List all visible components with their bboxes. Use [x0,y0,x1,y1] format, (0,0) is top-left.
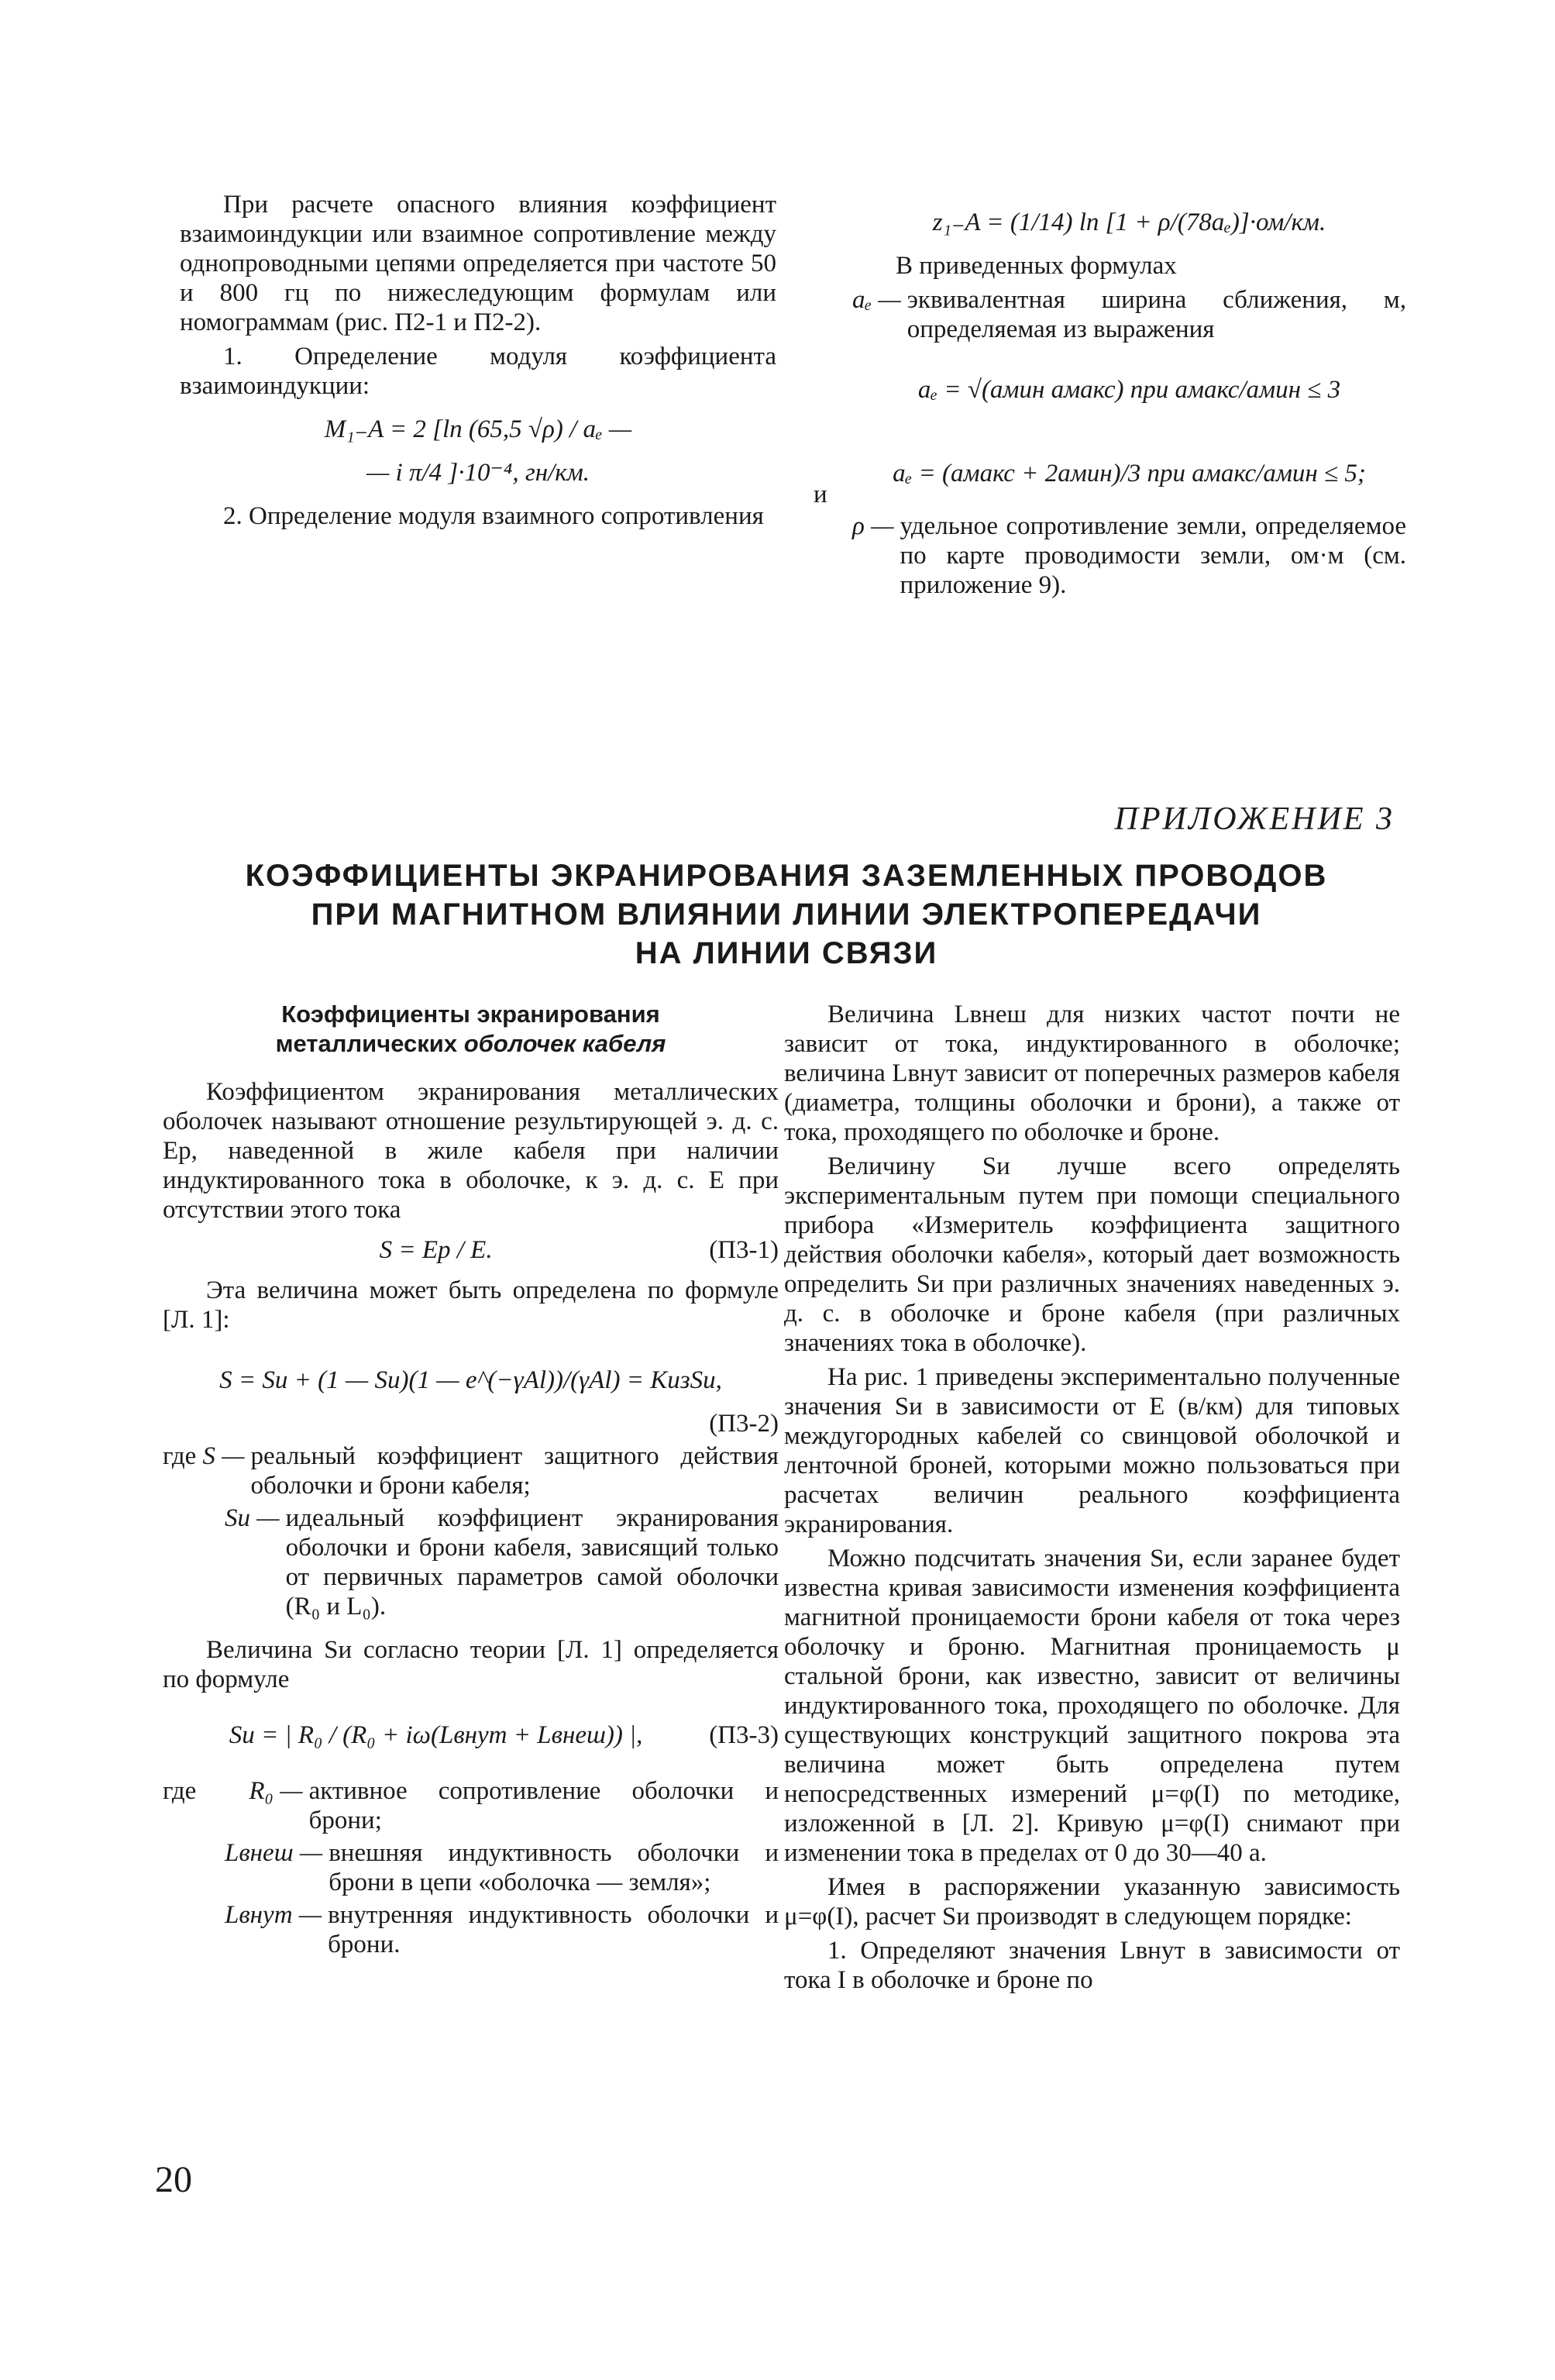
definition-lvnesh [163,1838,779,1897]
subtitle-part: оболочек кабеля [463,1030,666,1057]
paragraph: Можно подсчитать значения Sи, если заранее будет известна кривая зависимости изменения коэффициента магнитной проницаемости брони кабеля от тока через оболочку и броню. Магнитная проницаемость μ стальной брони, как известно, зависит от величины индуктированного тока, проходящего по оболочке. Для существующих конструкций защитного покрова эта величина может быть определена путем непосредственных измерений μ=φ(I) по методике, изложенной в [Л. 2]. Кривую μ=φ(I) снимают при изменении тока в пределах от 0 до 30—40 а. [784,1545,1400,1867]
definition-symbol: R₀ — [249,1777,303,1805]
equation-number: (П3-1) [709,1236,779,1264]
left-bottom-column [163,1000,779,1962]
where-word: где [163,1442,197,1470]
equation: S = Eр / E. [379,1236,493,1264]
formula-m1a-line2: — i π/4 ]·10⁻⁴, гн/км. [366,459,590,487]
paragraph: В приведенных формулах [896,252,1177,280]
definition-symbol: Lвнеш — [225,1839,323,1867]
appendix-label: ПРИЛОЖЕНИЕ 3 [1114,801,1395,837]
title-line: КОЭФФИЦИЕНТЫ ЭКРАНИРОВАНИЯ ЗАЗЕМЛЕННЫХ ПРОВОДОВ [245,859,1328,893]
definition-r0 [163,1776,779,1835]
right-bottom-column [784,1000,1400,1999]
definition-text: удельное сопротивление земли, определяемое по карте проводимости земли, ом·м (см. приложение 9). [900,512,1406,599]
definition-text: эквивалентная ширина сближения, м, определяемая из выражения [907,286,1406,343]
definition-text: внутренняя индуктивность оболочки и брони. [328,1901,779,1958]
title-line: ПРИ МАГНИТНОМ ВЛИЯНИИ ЛИНИИ ЭЛЕКТРОПЕРЕДАЧИ [311,897,1262,932]
definition-symbol: S — [202,1442,245,1470]
definition-text: активное сопротивление оболочки и брони; [308,1777,779,1834]
definition-symbol: Sи — [225,1504,280,1532]
formula-ae-1: aₑ = √(aмин aмакс) при aмакс/aмин ≤ 3 [917,376,1341,404]
equation: S = Sи + (1 — Sи)(1 — e^(−γAl))/(γAl) = KизSи, [219,1366,722,1394]
conjunction-and: и [814,480,827,508]
formula-m1a-line1: M₁₋A = 2 [ln (65,5 √ρ) / aₑ — [324,415,632,443]
definition-lvnut [163,1900,779,1959]
subtitle-line: Коэффициенты экранирования [281,1001,660,1028]
paragraph: Величину Sи лучше всего определять экспериментальным путем при помощи специального прибора «Измеритель коэффициента защитного действия оболочки кабеля», который дает возможность определить Sи при различных значениях наведенных э. д. с. в оболочке и броне кабеля (при различных значениях тока в оболочке). [784,1152,1400,1357]
right-top-column [852,194,1406,603]
paragraph: 1. Определяют значения Lвнут в зависимости от тока I в оболочке и броне по [784,1937,1400,1994]
paragraph: 2. Определение модуля взаимного сопротивления [223,502,764,530]
definition-si [163,1503,779,1621]
paragraph: Эта величина может быть определена по формуле [Л. 1]: [163,1276,779,1334]
definition-text: идеальный коэффициент экранирования оболочки и брони кабеля, зависящий только от первичных параметров самой оболочки (R₀ и L₀). [285,1504,779,1621]
equation-number: (П3-3) [709,1721,779,1749]
equation-p3-1 [163,1235,779,1265]
definition-text: реальный коэффициент защитного действия оболочки и брони кабеля; [250,1442,779,1500]
paragraph: При расчете опасного влияния коэффициент взаимоиндукции или взаимное сопротивление между однопроводными цепями определяется при частоте 50 и 800 гц по нижеследующим формулам или номограммам (рис. П2-1 и П2-2). [180,191,776,336]
paragraph: Величина Lвнеш для низких частот почти не зависит от тока, индуктированного в оболочке; величина Lвнут зависит от поперечных размеров кабеля (диаметра, толщины оболочки и брони), а также от тока, проходящего по оболочке и броне. [784,1001,1400,1146]
definition-symbol: ρ — [852,512,894,540]
paragraph: Имея в распоряжении указанную зависимость μ=φ(I), расчет Sи производят в следующем порядке: [784,1873,1400,1931]
left-top-column [180,190,776,536]
definition-ae [852,285,1406,344]
paragraph: 1. Определение модуля коэффициента взаимоиндукции: [180,343,776,400]
subtitle-part: металлических [275,1030,458,1057]
equation: Sи = | R₀ / (R₀ + iω(Lвнут + Lвнеш)) |, [229,1721,643,1749]
where-word: где [163,1777,197,1805]
definition-text: внешняя индуктивность оболочки и брони в цепи «оболочка — земля»; [329,1839,779,1896]
paragraph: Коэффициентом экранирования металлических оболочек называют отношение результирующей э. д. с. Eр, наведенной в жиле кабеля при наличии индуктированного тока в оболочке, к э. д. с. E при отсутствии этого тока [163,1078,779,1224]
equation-number: (П3-2) [709,1410,779,1438]
page-number: 20 [155,2159,192,2200]
definition-symbol: Lвнут — [225,1901,322,1929]
main-title [194,856,1379,973]
title-line: НА ЛИНИИ СВЯЗИ [635,936,938,970]
definition-rho [852,511,1406,600]
definition-symbol: aₑ — [852,286,901,314]
paragraph: Величина Sи согласно теории [Л. 1] определяется по формуле [163,1636,779,1693]
formula-z1a: z₁₋A = (1/14) ln [1 + ρ/(78aₑ)]·ом/км. [932,208,1326,236]
section-subtitle [163,1000,779,1059]
formula-ae-2: aₑ = (aмакс + 2aмин)/3 при aмакс/aмин ≤ 5; [893,460,1366,487]
equation-p3-3 [163,1720,779,1750]
paragraph: На рис. 1 приведены экспериментально полученные значения Sи в зависимости от E (в/км) для типовых междугородных кабелей со свинцовой оболочкой и ленточной броней, которыми можно пользоваться при расчетах величин реального коэффициента экранирования. [784,1363,1400,1538]
definition-s [163,1441,779,1500]
